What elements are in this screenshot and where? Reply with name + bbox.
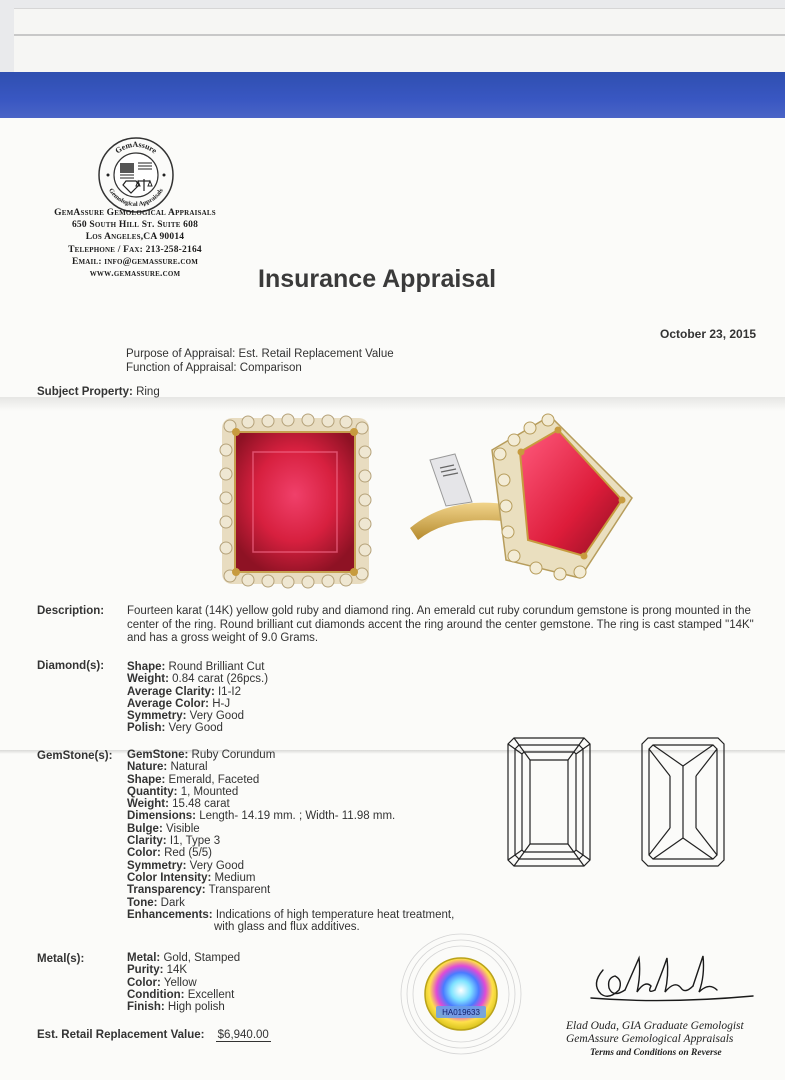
- metal-field-row: [127, 964, 240, 976]
- purpose-value: Est. Retail Replacement Value: [238, 348, 394, 360]
- diamond-field-row: [127, 722, 268, 734]
- metal-field-row: [127, 952, 240, 964]
- gemstone-field-row: [127, 798, 454, 810]
- gemstones-label: GemStone(s):: [37, 750, 113, 762]
- gemstone-field-label: Nature:: [127, 761, 168, 774]
- terms-note: Terms and Conditions on Reverse: [590, 1048, 722, 1058]
- metal-field-value: Yellow: [163, 976, 197, 989]
- gemstone-field-value: Red (5/5): [164, 847, 212, 860]
- gemstone-field-value: Ruby Corundum: [191, 749, 276, 761]
- gemstone-field-label: Clarity:: [127, 835, 167, 848]
- gemstone-field-label: Quantity:: [127, 785, 178, 798]
- subject-value: Ring: [136, 386, 160, 398]
- gemstone-field-label: Symmetry:: [127, 859, 187, 872]
- metal-field-label: Color:: [127, 976, 161, 989]
- description-text: Fourteen karat (14K) yellow gold ruby and diamond ring. An emerald cut ruby corundum gemstone is prong mounted in the center of the ring. Round brilliant cut diamonds accent the ring around the center gemstone. The ring is cast stamped "14K" and has a gross weight of 9.0 Grams.: [127, 605, 754, 644]
- company-address-line1: 650 South Hill St. Suite 608: [71, 220, 199, 231]
- document-title: Insurance Appraisal: [258, 265, 497, 293]
- gemstone-field-value: Very Good: [189, 859, 244, 872]
- gemstone-field-row: [127, 884, 454, 896]
- diamond-field-label: Shape:: [127, 661, 166, 673]
- gemstone-field-label: Dimensions:: [127, 810, 197, 823]
- appraiser-company: GemAssure Gemological Appraisals: [566, 1033, 734, 1045]
- company-name: GemAssure Gemological Appraisals: [54, 208, 216, 218]
- appraisal-purpose-block: [126, 347, 394, 375]
- company-email: Email: info@gemassure.com: [71, 256, 199, 267]
- gemstone-field-row: [127, 897, 454, 909]
- metal-field-value: 14K: [166, 964, 188, 977]
- diamond-field-label: Weight:: [127, 673, 169, 686]
- gemstone-field-row: [127, 810, 454, 822]
- function-value: Comparison: [239, 362, 302, 374]
- blue-header-band: [0, 72, 785, 118]
- diamond-field-value: Very Good: [168, 722, 223, 735]
- gemassure-seal-logo: [96, 135, 176, 215]
- gemstone-field-value: Natural: [170, 761, 208, 774]
- subject-property: [37, 386, 160, 398]
- metal-field-label: Finish:: [127, 1001, 165, 1014]
- back-page-fold: [14, 34, 785, 36]
- hologram-security-seal: [386, 928, 536, 1058]
- gemstone-field-row: [127, 860, 454, 872]
- company-phone: Telephone / Fax: 213-258-2164: [68, 244, 202, 255]
- ring-photo-front: [218, 410, 373, 590]
- emerald-cut-top-view-diagram: [506, 736, 592, 868]
- diamond-field-label: Average Color:: [127, 697, 210, 710]
- gemstone-field-value: Dark: [160, 896, 185, 909]
- diamond-field-row: [127, 698, 268, 710]
- gemstone-field-row: [127, 872, 454, 884]
- gemstone-field-label: Bulge:: [127, 822, 163, 835]
- metals-label: Metal(s):: [37, 953, 85, 965]
- company-address-line2: Los Angeles,CA 90014: [85, 232, 185, 243]
- diamond-field-row: [127, 710, 268, 722]
- seal-top-text: GemAssure: [113, 139, 159, 156]
- gemstone-field-value: Visible: [165, 822, 200, 835]
- company-website: www.gemassure.com: [89, 269, 181, 280]
- gemstone-field-row: [127, 847, 454, 859]
- gemstone-field-label: GemStone:: [127, 749, 189, 761]
- metal-field-label: Metal:: [127, 952, 161, 964]
- gemstone-field-value: Transparent: [208, 884, 271, 897]
- paper-fold-shadow: [0, 397, 785, 411]
- gemstone-field-value: Length- 14.19 mm. ; Width- 11.98 mm.: [199, 810, 396, 823]
- back-page-edge: [14, 8, 785, 72]
- function-label: Function of Appraisal:: [126, 362, 237, 374]
- emerald-cut-pavilion-diagram: [640, 736, 726, 868]
- appraiser-signature: [585, 950, 755, 1012]
- gemstone-field-value: Indications of high temperature heat treatment,: [215, 908, 455, 921]
- gemstone-field-value: 15.48 carat: [172, 798, 230, 811]
- metals-details: [127, 952, 240, 1013]
- diamonds-details: [127, 661, 268, 735]
- description-label: Description:: [37, 605, 105, 617]
- hologram-serial: HA019633: [442, 1008, 480, 1017]
- retail-value-label: Est. Retail Replacement Value:: [37, 1029, 205, 1041]
- metal-field-value: High polish: [167, 1001, 225, 1014]
- gemstone-field-label: Shape:: [127, 773, 166, 786]
- gemstone-field-row: [127, 823, 454, 835]
- ring-photo-side: [410, 410, 640, 590]
- gemstone-field-row: [127, 749, 454, 761]
- gemstone-field-row: [127, 786, 454, 798]
- gemstone-field-value: 1, Mounted: [180, 785, 239, 798]
- gemstone-field-row: [127, 835, 454, 847]
- enhancements-continuation: with glass and flux additives.: [214, 921, 360, 934]
- gemstone-field-label: Color:: [127, 847, 161, 860]
- company-address-block: [30, 207, 240, 280]
- gemstone-field-label: Enhancements:: [127, 908, 213, 921]
- diamond-field-row: [127, 673, 268, 685]
- gemstone-field-row: [127, 774, 454, 786]
- metal-field-value: Gold, Stamped: [163, 952, 241, 964]
- diamond-field-value: Round Brilliant Cut: [168, 661, 265, 673]
- seal-bottom-text: Gemological Appraisals: [107, 187, 165, 209]
- appraisal-date: October 23, 2015: [660, 327, 757, 341]
- diamond-field-label: Polish:: [127, 722, 166, 735]
- purpose-label: Purpose of Appraisal:: [126, 348, 236, 360]
- gemstones-details: [127, 749, 454, 933]
- diamond-field-label: Average Clarity:: [127, 685, 215, 698]
- metal-field-label: Condition:: [127, 988, 185, 1001]
- gemstone-field-row: [127, 909, 454, 921]
- metal-field-label: Purity:: [127, 964, 164, 977]
- diamond-field-label: Symmetry:: [127, 710, 187, 723]
- appraiser-signature-block: [566, 1020, 766, 1060]
- gemstone-field-label: Transparency:: [127, 884, 206, 897]
- retail-value-amount: $6,940.00: [217, 1029, 269, 1041]
- appraiser-name: Elad Ouda, GIA Graduate Gemologist: [566, 1020, 744, 1032]
- metal-field-row: [127, 1001, 240, 1013]
- gemstone-field-row: [127, 761, 454, 773]
- subject-label: Subject Property:: [37, 386, 133, 398]
- diamond-field-row: [127, 686, 268, 698]
- metal-field-row: [127, 977, 240, 989]
- gemstone-field-value: Emerald, Faceted: [168, 773, 260, 786]
- gemstone-field-label: Color Intensity:: [127, 871, 212, 884]
- diamond-field-value: 0.84 carat (26pcs.): [172, 673, 269, 686]
- diamond-field-row: [127, 661, 268, 673]
- metal-field-value: Excellent: [187, 988, 235, 1001]
- gemstone-field-label: Weight:: [127, 798, 169, 811]
- metal-field-row: [127, 989, 240, 1001]
- gemstone-field-label: Tone:: [127, 896, 158, 909]
- diamond-field-value: I1-I2: [217, 685, 241, 698]
- diamond-field-value: Very Good: [189, 710, 244, 723]
- retail-value-row: [37, 1029, 271, 1042]
- diamonds-label: Diamond(s):: [37, 660, 105, 672]
- diamond-field-value: H-J: [212, 697, 231, 710]
- gemstone-field-value: Medium: [214, 871, 256, 884]
- gemstone-field-value: I1, Type 3: [169, 835, 221, 848]
